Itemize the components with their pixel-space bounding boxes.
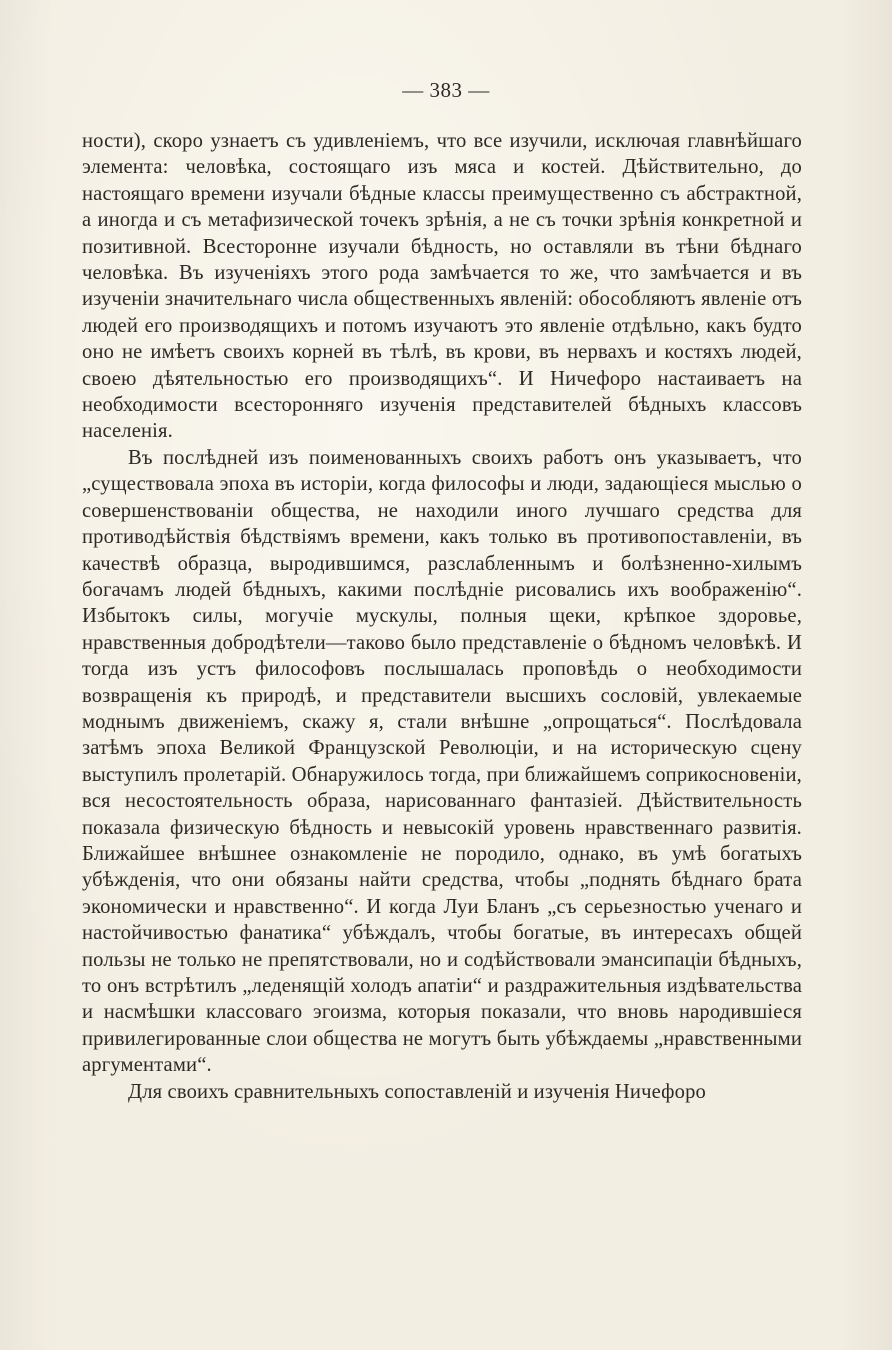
- page-number: — 383 —: [402, 78, 490, 102]
- paragraph-second: Въ послѣдней изъ поименованныхъ своихъ работъ онъ указываетъ, что „существовала эпоха въ исторіи, когда философы и люди, задающіеся мыслью о совершенствованіи общества, не находили иного лучшаго средства для противодѣйствія бѣдствіямъ времени, какъ только въ противопоставленіи, въ качествѣ образца, выродившимся, разслабленнымъ и болѣзненно-хилымъ богачамъ людей бѣдныхъ, какими послѣдніе рисовались ихъ воображенію“. Избытокъ силы, могучіе мускулы, полныя щеки, крѣпкое здоровье, нравственныя добродѣтели—таково было представленіе о бѣдномъ человѣкѣ. И тогда изъ устъ философовъ послышалась проповѣдь о необходимости возвращенія къ природѣ, и представители высшихъ сословій, увлекаемые моднымъ движеніемъ, скажу я, стали внѣшне „опрощаться“. Послѣдовала затѣмъ эпоха Великой Французской Революціи, и на историческую сцену выступилъ пролетарій. Обнаружилось тогда, при ближайшемъ соприкосновеніи, вся несостоятельность образа, нарисованнаго фантазіей. Дѣйствительность показала физическую бѣдность и невысокій уровень нравственнаго развитія. Ближайшее внѣшнее ознакомленіе не породило, однако, въ умѣ богатыхъ убѣжденія, что они обязаны найти средства, чтобы „поднять бѣднаго брата экономически и нравственно“. И когда Луи Бланъ „съ серьезностью ученаго и настойчивостью фанатика“ убѣждалъ, чтобы богатые, въ интересахъ общей пользы не только не препятствовали, но и содѣйствовали эмансипаціи бѣдныхъ, то онъ встрѣтилъ „леденящій холодъ апатіи“ и раздражительныя издѣвательства и насмѣшки классоваго эгоизма, которыя показали, что вновь народившіеся привилегированные слои общества не могутъ быть убѣждаемы „нравственными аргументами“.: [82, 446, 802, 1077]
- paragraph-continuation: ности), скоро узнаетъ съ удивленіемъ, что все изучили, исключая главнѣйшаго элемента: человѣка, состоящаго изъ мяса и костей. Дѣйствительно, до настоящаго времени изучали бѣдные классы преимущественно съ абстрактной, а иногда и съ метафизической точекъ зрѣнія, а не съ точки зрѣнія конкретной и позитивной. Всесторонне изучали бѣдность, но оставляли въ тѣни бѣднаго человѣка. Въ изученіяхъ этого рода замѣчается то же, что замѣчается и въ изученіи значительнаго числа общественныхъ явленій: обособляютъ явленіе отъ людей его производящихъ и потомъ изучаютъ это явленіе отдѣльно, какъ будто оно не имѣетъ своихъ корней въ тѣлѣ, въ крови, въ нервахъ и костяхъ людей, своею дѣятельностью его производящихъ“. И Ничефоро настаиваетъ на необходимости всесторонняго изученія представителей бѣдныхъ классовъ населенія.: [82, 130, 802, 443]
- paragraph-third: Для своихъ сравнительныхъ сопоставленій и изученія Ничефоро: [128, 1080, 706, 1103]
- body-text: [82, 128, 802, 1105]
